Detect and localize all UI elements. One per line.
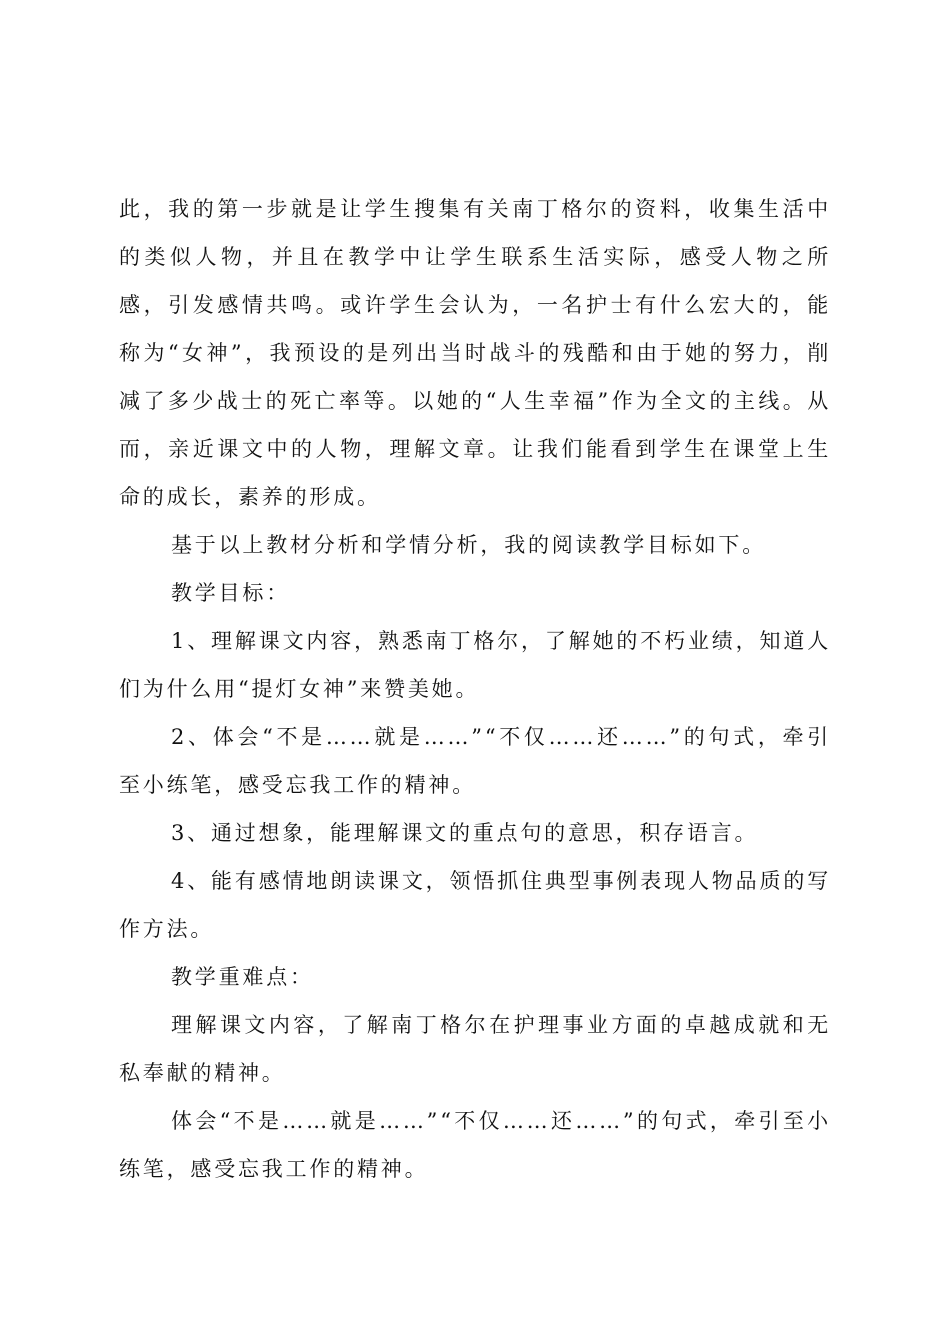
- paragraph-continued-intro: 此，我的第一步就是让学生搜集有关南丁格尔的资料，收集生活中的类似人物，并且在教学中让学生联系生活实际，感受人物之所感，引发感情共鸣。或许学生会认为，一名护士有什么宏大的，能称为“女神”，我预设的是列出当时战斗的残酷和由于她的努力，削减了多少战士的死亡率等。以她的“人生幸福”作为全文的主线。从而，亲近课文中的人物，理解文章。让我们能看到学生在课堂上生命的成长，素养的形成。: [119, 197, 831, 509]
- goal-item-3: 3、通过想象，能理解课文的重点句的意思，积存语言。: [171, 821, 759, 845]
- paragraph-analysis-summary: 基于以上教材分析和学情分析，我的阅读教学目标如下。: [171, 533, 766, 557]
- key-point-2: 体会“不是……就是……”“不仅……还……”的句式，牵引至小练笔，感受忘我工作的精神。: [119, 1109, 831, 1181]
- goal-item-1: 1、理解课文内容，熟悉南丁格尔，了解她的不朽业绩，知道人们为什么用“提灯女神”来赞美她。: [119, 629, 831, 701]
- heading-key-difficulties: 教学重难点：: [171, 965, 314, 989]
- document-body: [119, 185, 831, 1193]
- goal-item-2: 2、体会“不是……就是……”“不仅……还……”的句式，牵引至小练笔，感受忘我工作的精神。: [119, 725, 831, 797]
- heading-teaching-goals: 教学目标：: [171, 581, 290, 605]
- goal-item-4: 4、能有感情地朗读课文，领悟抓住典型事例表现人物品质的写作方法。: [119, 869, 831, 941]
- key-point-1: 理解课文内容，了解南丁格尔在护理事业方面的卓越成就和无私奉献的精神。: [119, 1013, 831, 1085]
